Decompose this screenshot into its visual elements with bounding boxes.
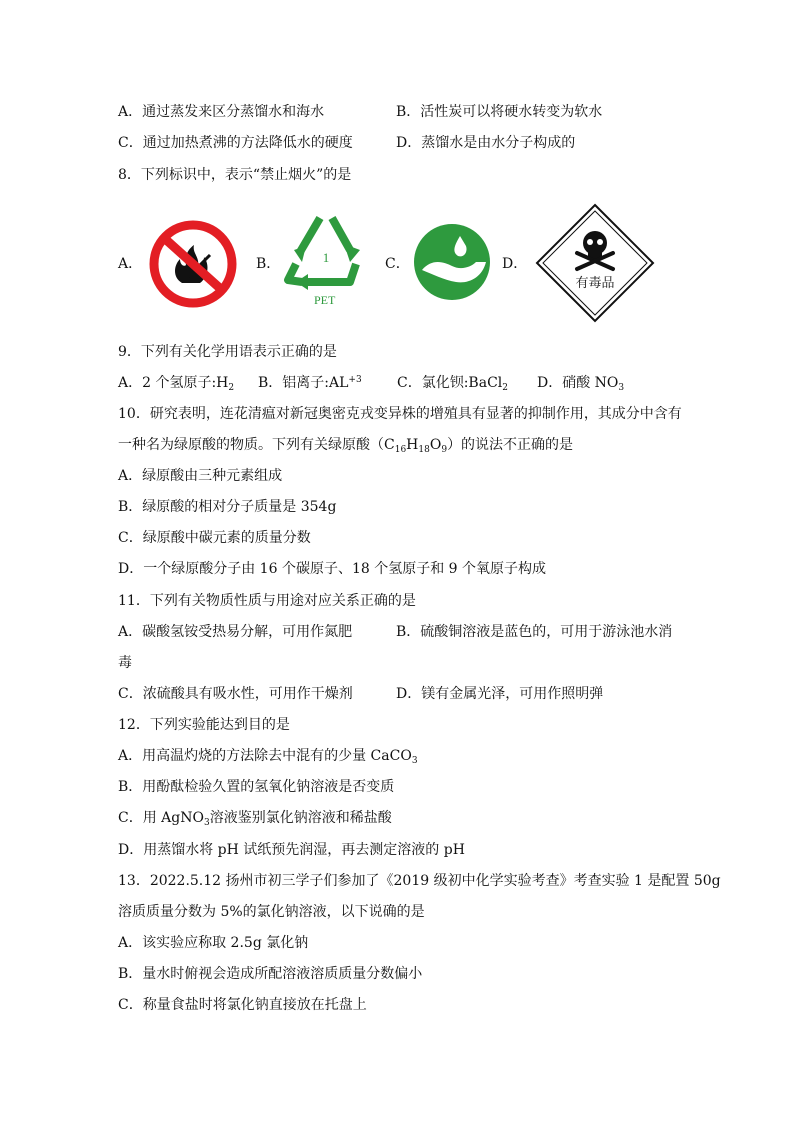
q9-option-a: A．2 个氢原子$:H_2$: [118, 375, 235, 393]
q8-label-c: C．: [385, 256, 410, 272]
recycle-number: 1: [322, 250, 330, 265]
q10-option-d: D．一个绿原酸分子由 16 个碳原子、18 个氢原子和 9 个氧原子构成: [118, 561, 547, 577]
q11-option-b: B．硫酸铜溶液是蓝色的，可用于游泳池水消: [396, 624, 673, 640]
q13-option-a: A．该实验应称取 2.5g 氯化钠: [118, 935, 309, 951]
q13-option-b: B．量水时俯视会造成所配溶液溶质质量分数偏小: [118, 966, 423, 982]
q13-option-c: C．称量食盐时将氯化钠直接放在托盘上: [118, 997, 367, 1013]
no-fire-sign-icon: [148, 219, 238, 309]
q9-stem: 9．下列有关化学用语表示正确的是: [118, 344, 337, 360]
toxic-label: 有毒品: [575, 276, 615, 291]
q11-option-d: D．镁有金属光泽，可用作照明弹: [396, 686, 604, 702]
q8-label-a: A．: [118, 256, 143, 272]
toxic-sign-icon: [535, 203, 655, 323]
q8-stem: 8．下列标识中，表示“禁止烟火”的是: [118, 167, 352, 183]
q12-stem: 12．下列实验能达到目的是: [118, 717, 290, 733]
q11-option-b-cont: 毒: [118, 655, 132, 671]
q12-option-c: C．用 AgNO$_3$溶液鉴别氯化钠溶液和稀盐酸: [118, 810, 392, 828]
q12-option-a: A．用高温灼烧的方法除去中混有的少量 CaCO$_3$: [118, 748, 418, 766]
q12-option-b: B．用酚酞检验久置的氢氧化钠溶液是否变质: [118, 779, 395, 795]
q7-option-d: D．蒸馏水是由水分子构成的: [396, 135, 576, 151]
q7-option-c: C．通过加热煮沸的方法降低水的硬度: [118, 135, 353, 151]
q10-stem-line1: 10．研究表明，连花清瘟对新冠奥密克戎变异株的增殖具有显著的抑制作用，其成分中含有: [118, 406, 682, 422]
water-saving-sign-icon: [412, 222, 492, 302]
q11-option-a: A．碳酸氢铵受热易分解，可用作氮肥: [118, 624, 353, 640]
q10-option-c: C．绿原酸中碳元素的质量分数: [118, 530, 311, 546]
q12-option-d: D．用蒸馏水将 pH 试纸预先润湿，再去测定溶液的 pH: [118, 842, 465, 858]
q9-option-b: B．铝离子$:AL^{+3}$: [258, 375, 362, 391]
q7-option-b: B．活性炭可以将硬水转变为软水: [396, 104, 603, 120]
q10-stem-line2: 一种名为绿原酸的物质。下列有关绿原酸$(C_{16}H_{18}O_9)$的说法不正确的是: [118, 437, 574, 455]
q9-option-d: D．硝酸 $NO_3$: [537, 375, 625, 393]
recycle-sign-icon: [280, 210, 372, 290]
q13-stem-line2: 溶质质量分数为 5%的氯化钠溶液，以下说确的是: [118, 904, 425, 920]
q11-option-c: C．浓硫酸具有吸水性，可用作干燥剂: [118, 686, 353, 702]
recycle-code: PET: [314, 293, 336, 307]
q13-stem-line1: 13．2022.5.12 扬州市初三学子们参加了《2019 级初中化学实验考查》考查实验 1 是配置 50g: [118, 873, 721, 889]
q11-stem: 11．下列有关物质性质与用途对应关系正确的是: [118, 593, 416, 609]
q8-label-b: B．: [256, 256, 281, 272]
q7-option-a: A．通过蒸发来区分蒸馏水和海水: [118, 104, 325, 120]
q8-label-d: D．: [502, 256, 528, 272]
q10-option-b: B．绿原酸的相对分子质量是 354g: [118, 499, 337, 515]
q10-option-a: A．绿原酸由三种元素组成: [118, 468, 283, 484]
q9-option-c: C．氯化钡:BaCl$_2$: [397, 375, 508, 393]
